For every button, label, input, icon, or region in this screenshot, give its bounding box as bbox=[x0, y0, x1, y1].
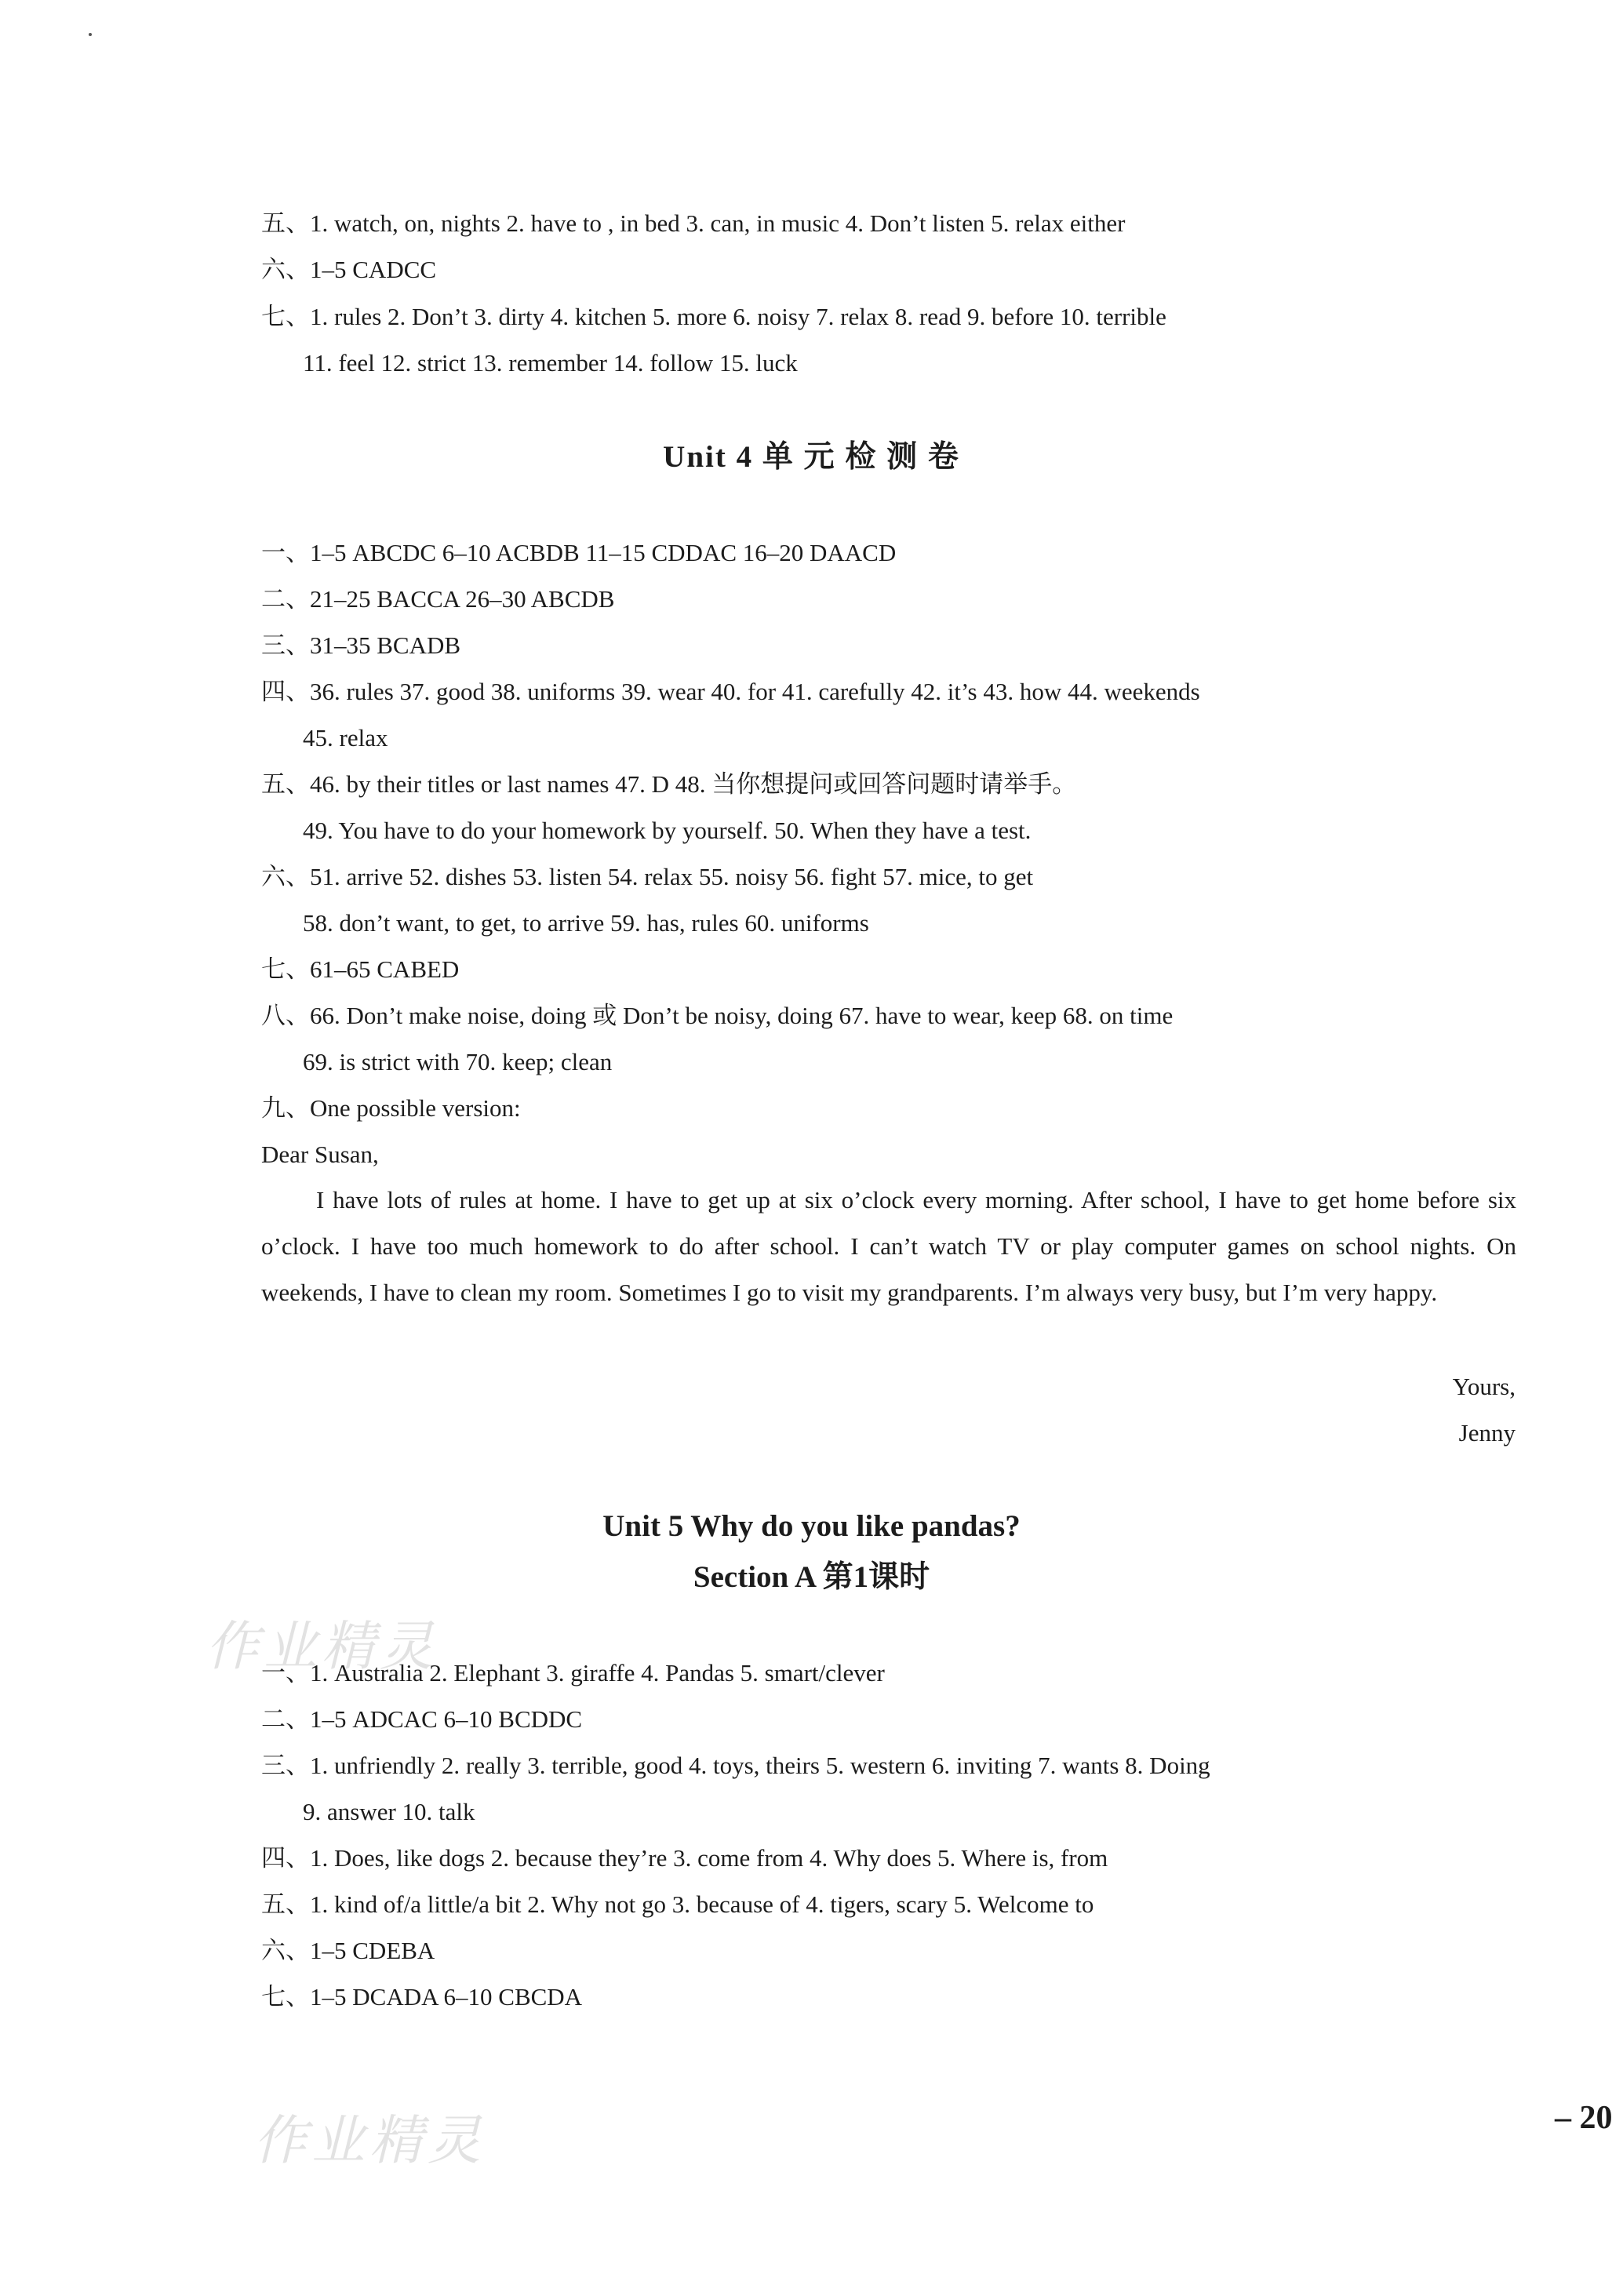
watermark-upper: 作业精灵 bbox=[206, 1616, 439, 1678]
unit5-line-7: 七、1–5 DCADA 6–10 CBCDA bbox=[261, 1983, 583, 2010]
answer-line-wu: 五、1. watch, on, nights 2. have to , in bed 3. can, in music 4. Don’t listen 5. relax either bbox=[261, 209, 1126, 237]
unit4-line-8: 八、66. Don’t make noise, doing 或 Don’t be noisy, doing 67. have to wear, keep 68. on time bbox=[261, 1002, 1174, 1029]
answer-line-liu: 六、1–5 CADCC bbox=[261, 256, 437, 283]
unit4-line-5-cont: 49. You have to do your homework by yourself. 50. When they have a test. bbox=[303, 817, 1032, 844]
unit4-line-1: 一、1–5 ABCDC 6–10 ACBDB 11–15 CDDAC 16–20 DAACD bbox=[261, 539, 897, 566]
unit5-line-3: 三、1. unfriendly 2. really 3. terrible, good 4. toys, theirs 5. western 6. inviting 7. wants 8. Doing bbox=[261, 1752, 1210, 1779]
unit5-subtitle: Section A 第1课时 bbox=[693, 1560, 930, 1594]
watermark-lower: 作业精灵 bbox=[253, 2110, 486, 2172]
unit4-line-5: 五、46. by their titles or last names 47. D 48. 当你想提问或回答问题时请举手。 bbox=[261, 770, 1077, 798]
page-number: – 20 bbox=[1555, 2100, 1613, 2136]
answer-line-qi-cont: 11. feel 12. strict 13. remember 14. follow 15. luck bbox=[303, 349, 798, 377]
unit5-line-5: 五、1. kind of/a little/a bit 2. Why not go 3. because of 4. tigers, scary 5. Welcome to bbox=[261, 1890, 1094, 1918]
scan-speck bbox=[89, 33, 92, 36]
unit5-line-2: 二、1–5 ADCAC 6–10 BCDDC bbox=[261, 1705, 583, 1733]
unit4-line-7: 七、61–65 CABED bbox=[261, 955, 460, 983]
unit5-line-4: 四、1. Does, like dogs 2. because they’re 3. come from 4. Why does 5. Where is, from bbox=[261, 1844, 1108, 1872]
unit4-line-9: 九、One possible version: bbox=[261, 1094, 521, 1122]
unit5-line-1: 一、1. Australia 2. Elephant 3. giraffe 4. Pandas 5. smart/clever bbox=[261, 1659, 885, 1687]
answer-line-qi: 七、1. rules 2. Don’t 3. dirty 4. kitchen 5. more 6. noisy 7. relax 8. read 9. before 10. terrible bbox=[261, 303, 1166, 330]
unit4-line-3: 三、31–35 BCADB bbox=[261, 631, 461, 659]
unit5-line-6: 六、1–5 CDEBA bbox=[261, 1937, 435, 1964]
unit5-line-3-cont: 9. answer 10. talk bbox=[303, 1798, 475, 1825]
unit4-line-8-cont: 69. is strict with 70. keep; clean bbox=[303, 1048, 613, 1075]
letter-signature: Jenny bbox=[1458, 1419, 1516, 1446]
unit4-line-6-cont: 58. don’t want, to get, to arrive 59. has, rules 60. uniforms bbox=[303, 909, 869, 937]
unit4-line-4-cont: 45. relax bbox=[303, 724, 388, 751]
letter-salutation: Dear Susan, bbox=[261, 1141, 379, 1168]
letter-closing: Yours, bbox=[1452, 1373, 1516, 1400]
unit4-line-6: 六、51. arrive 52. dishes 53. listen 54. relax 55. noisy 56. fight 57. mice, to get bbox=[261, 863, 1034, 890]
unit4-line-2: 二、21–25 BACCA 26–30 ABCDB bbox=[261, 585, 615, 613]
unit4-line-4: 四、36. rules 37. good 38. uniforms 39. wear 40. for 41. carefully 42. it’s 43. how 44. weekends bbox=[261, 678, 1200, 705]
unit4-heading: Unit 4 单 元 检 测 卷 bbox=[663, 440, 960, 474]
letter-body: I have lots of rules at home. I have to get up at six o’clock every morning. After school, I have to get home before six o’clock. I have too much homework to do after school. I can’t watch TV or play computer games on school nights. On weekends, I have to clean my room. Sometimes I go to visit my grandparents. I’m always very busy, but I’m very happy. bbox=[261, 1186, 1516, 1306]
unit5-title: Unit 5 Why do you like pandas? bbox=[602, 1509, 1021, 1543]
